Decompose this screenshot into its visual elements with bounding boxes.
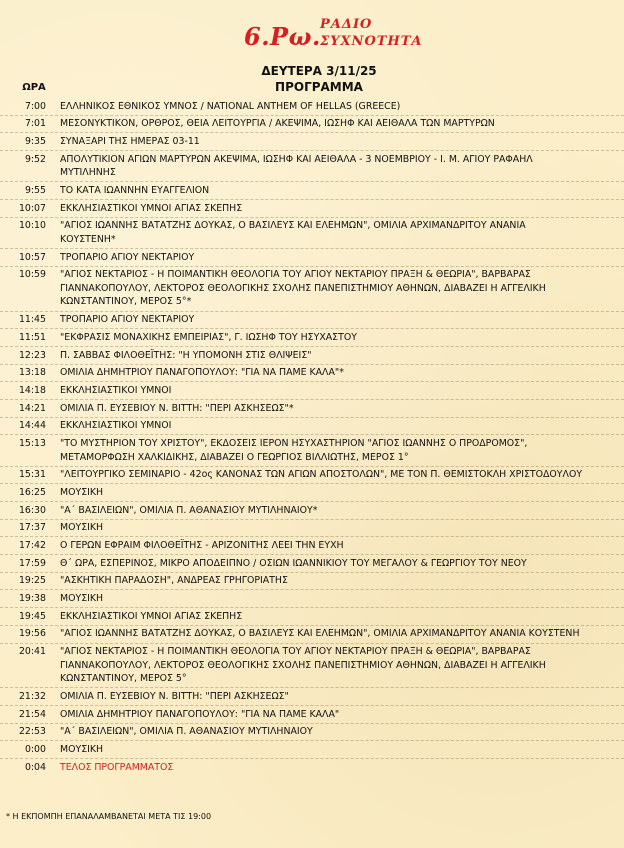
schedule-title: ΜΕΣΟΝΥΚΤΙΚΟΝ, ΟΡΘΡΟΣ, ΘΕΙΑ ΛΕΙΤΟΥΡΓΙΑ / ΑΚΕΨΙΜΑ, ΙΩΣΗΦ ΚΑΙ ΑΕΙΘΑΛΑ ΤΩΝ ΜΑΡΤΥΡΩΝ [60,118,495,130]
schedule-title: ΤΕΛΟΣ ΠΡΟΓΡΑΜΜΑΤΟΣ [60,761,174,773]
schedule-title: Θ΄ ΩΡΑ, ΕΣΠΕΡΙΝΟΣ, ΜΙΚΡΟ ΑΠΟΔΕΙΠΝΟ / ΟΣΙΩΝ ΙΩΑΝΝΙΚΙΟΥ ΤΟΥ ΜΕΓΑΛΟΥ & ΓΕΩΡΓΙΟΥ ΤΟΥ ΝΕΟΥ [60,557,527,569]
radio-name-line1: ΡΑΔΙΟ [320,17,373,32]
schedule-title: ΜΟΥΣΙΚΗ [60,522,104,534]
schedule-row [0,466,624,484]
schedule-time: 13:18 [18,367,46,379]
time-column-header: ΩΡΑ [22,82,46,93]
schedule-title: ΤΡΟΠΑΡΙΟ ΑΓΙΟΥ ΝΕΚΤΑΡΙΟΥ [60,314,195,326]
schedule-title: "ΑΓΙΟΣ ΙΩΑΝΝΗΣ ΒΑΤΑΤΖΗΣ ΔΟΥΚΑΣ, Ο ΒΑΣΙΛΕΥΣ ΚΑΙ ΕΛΕΗΜΩΝ", ΟΜΙΛΙΑ ΑΡΧΙΜΑΝΔΡΙΤΟΥ ΑΝΑΝΙΑ ΚΟΥΣΤΕΝΗ* [60,220,526,245]
schedule-title: ΤΡΟΠΑΡΙΟ ΑΓΙΟΥ ΝΕΚΤΑΡΙΟΥ [60,251,195,263]
schedule-row [0,248,624,266]
radio-name-line2: ΣΥΧΝΟΤΗΤΑ [320,34,423,49]
schedule-time: 16:25 [18,486,46,498]
schedule-title: ΟΜΙΛΙΑ Π. ΕΥΣΕΒΙΟΥ Ν. ΒΙΤΤΗ: "ΠΕΡΙ ΑΣΚΗΣΕΩΣ"* [60,402,294,414]
schedule-time: 10:57 [18,251,46,263]
schedule-title: ΣΥΝΑΞΑΡΙ ΤΗΣ ΗΜΕΡΑΣ 03-11 [60,135,200,147]
schedule-row [0,132,624,150]
schedule-row [0,266,624,311]
schedule-time: 19:25 [18,575,46,587]
schedule-row [0,589,624,607]
schedule-title: "ΑΓΙΟΣ ΝΕΚΤΑΡΙΟΣ - Η ΠΟΙΜΑΝΤΙΚΗ ΘΕΟΛΟΓΙΑ ΤΟΥ ΑΓΙΟΥ ΝΕΚΤΑΡΙΟΥ ΠΡΑΞΗ & ΘΕΩΡΙΑ", ΒΑΡΒΑΡΑΣ ΓΙΑΝΝΑΚΟΠΟΥΛΟΥ, ΛΕΚΤΟΡΟΣ ΘΕΟΛΟΓΙΚΗΣ ΣΧΟΛΗΣ ΠΑΝΕΠΙΣΤΗΜΙΟΥ ΑΘΗΝΩΝ, ΔΙΑΒΑΖΕΙ Η ΑΓΓΕΛΙΚΗ ΚΩΝΣΤΑΝΤΙΝΟΥ, ΜΕΡΟΣ 5°* [60,269,546,308]
schedule-time: 15:13 [18,437,46,449]
schedule-row [0,687,624,705]
footnote: * Η ΕΚΠΟΜΠΗ ΕΠΑΝΑΛΑΜΒΑΝΕΤΑΙ ΜΕΤΑ ΤΙΣ 19:00 [6,812,212,821]
schedule-row [0,740,624,758]
schedule-time: 20:41 [18,646,46,658]
schedule-time: 10:07 [18,202,46,214]
schedule-title: Ο ΓΕΡΩΝ ΕΦΡΑΙΜ ΦΙΛΟΘΕΪΤΗΣ - ΑΡΙΖΟΝΙΤΗΣ ΛΕΕΙ ΤΗΝ ΕΥΧΗ [60,540,344,551]
schedule-time: 14:18 [18,384,46,396]
schedule-row [0,501,624,519]
schedule-title: ΕΚΚΛΗΣΙΑΣΤΙΚΟΙ ΥΜΝΟΙ [60,420,172,432]
schedule-time: 9:55 [24,184,46,196]
schedule-time: 11:45 [18,314,46,326]
schedule-row [0,625,624,643]
schedule-title: "ΑΣΚΗΤΙΚΗ ΠΑΡΑΔΟΣΗ", ΑΝΔΡΕΑΣ ΓΡΗΓΟΡΙΑΤΗΣ [60,575,288,587]
program-title: ΠΡΟΓΡΑΜΜΑ [275,80,363,94]
schedule-row [0,328,624,346]
station-logo: 6.Ρω. [244,22,321,51]
schedule-row [0,217,624,248]
schedule-title: ΜΟΥΣΙΚΗ [60,593,104,605]
schedule-title: ΜΟΥΣΙΚΗ [60,744,104,756]
schedule-time: 7:00 [24,100,46,112]
schedule-title: ΑΠΟΛΥΤΙΚΙΟΝ ΑΓΙΩΝ ΜΑΡΤΥΡΩΝ ΑΚΕΨΙΜΑ, ΙΩΣΗΦ ΚΑΙ ΑΕΙΘΑΛΑ - 3 ΝΟΕΜΒΡΙΟΥ - Ι. Μ. ΑΓΙΟΥ ΡΑΦΑΗΛ ΜΥΤΙΛΗΝΗΣ [60,153,533,179]
schedule-title: "ΛΕΙΤΟΥΡΓΙΚΟ ΣΕΜΙΝΑΡΙΟ - 42ος ΚΑΝΟΝΑΣ ΤΩΝ ΑΓΙΩΝ ΑΠΟΣΤΟΛΩΝ", ΜΕ ΤΟΝ Π. ΘΕΜΙΣΤΟΚΛΗ ΧΡΙΣΤΟΔΟΥΛΟΥ [60,469,583,481]
schedule-time: 12:23 [18,349,46,361]
schedule-time: 7:01 [24,118,46,130]
schedule-row [0,311,624,329]
schedule-title: ΕΚΚΛΗΣΙΑΣΤΙΚΟΙ ΥΜΝΟΙ [60,384,172,396]
schedule-row [0,519,624,537]
schedule-row [0,643,624,688]
schedule-row [0,181,624,199]
schedule-time: 21:54 [18,708,46,720]
schedule-time: 14:21 [18,402,46,414]
schedule-row [0,705,624,723]
schedule-row [0,572,624,590]
schedule-row [0,607,624,625]
schedule-time: 11:51 [18,331,46,343]
schedule-title: ΕΚΚΛΗΣΙΑΣΤΙΚΟΙ ΥΜΝΟΙ ΑΓΙΑΣ ΣΚΕΠΗΣ [60,610,243,622]
schedule-time: 14:44 [18,420,46,432]
schedule-title: "ΑΓΙΟΣ ΙΩΑΝΝΗΣ ΒΑΤΑΤΖΗΣ ΔΟΥΚΑΣ, Ο ΒΑΣΙΛΕΥΣ ΚΑΙ ΕΛΕΗΜΩΝ", ΟΜΙΛΙΑ ΑΡΧΙΜΑΝΔΡΙΤΟΥ ΑΝΑΝΙΑ ΚΟΥΣΤΕΝΗ [60,628,580,640]
schedule-row [0,399,624,417]
schedule-row [0,346,624,364]
schedule-title: "ΕΚΦΡΑΣΙΣ ΜΟΝΑΧΙΚΗΣ ΕΜΠΕΙΡΙΑΣ", Γ. ΙΩΣΗΦ ΤΟΥ ΗΣΥΧΑΣΤΟΥ [60,331,357,343]
schedule-time: 17:59 [18,557,46,569]
schedule-row [0,723,624,741]
schedule-time: 10:59 [18,269,46,281]
schedule-title: ΟΜΙΛΙΑ Π. ΕΥΣΕΒΙΟΥ Ν. ΒΙΤΤΗ: "ΠΕΡΙ ΑΣΚΗΣΕΩΣ" [60,691,289,702]
schedule-row [0,417,624,435]
schedule-row [0,150,624,181]
schedule-row [0,98,624,115]
schedule-title: ΕΚΚΛΗΣΙΑΣΤΙΚΟΙ ΥΜΝΟΙ ΑΓΙΑΣ ΣΚΕΠΗΣ [60,202,243,214]
schedule-time: 15:31 [18,469,46,481]
schedule-title: "Α΄ ΒΑΣΙΛΕΙΩΝ", ΟΜΙΛΙΑ Π. ΑΘΑΝΑΣΙΟΥ ΜΥΤΙΛΗΝΑΙΟΥ* [60,504,318,516]
schedule-time: 9:52 [24,153,46,165]
schedule-row [0,199,624,217]
schedule-time: 16:30 [18,504,46,516]
schedule-title: "Α΄ ΒΑΣΙΛΕΙΩΝ", ΟΜΙΛΙΑ Π. ΑΘΑΝΑΣΙΟΥ ΜΥΤΙΛΗΝΑΙΟΥ [60,726,313,738]
schedule-time: 0:00 [24,744,46,756]
schedule-time: 19:56 [18,628,46,640]
schedule-row [0,483,624,501]
schedule-title: "ΤΟ ΜΥΣΤΗΡΙΟΝ ΤΟΥ ΧΡΙΣΤΟΥ", ΕΚΔΟΣΕΙΣ ΙΕΡΟΝ ΗΣΥΧΑΣΤΗΡΙΟΝ "ΑΓΙΟΣ ΙΩΑΝΝΗΣ Ο ΠΡΟΔΡΟΜΟΣ", ΜΕΤΑΜΟΡΦΩΣΗ ΧΑΛΚΙΔΙΚΗΣ, ΔΙΑΒΑΖΕΙ Ο ΓΕΩΡΓΙΟΣ ΒΙΛΛΙΩΤΗΣ, ΜΕΡΟΣ 1° [60,437,528,463]
schedule-time: 17:37 [18,522,46,534]
program-date: ΔΕΥΤΕΡΑ 3/11/25 [261,64,377,78]
schedule-title: Π. ΣΑΒΒΑΣ ΦΙΛΟΘΕΪΤΗΣ: "Η ΥΠΟΜΟΝΗ ΣΤΙΣ ΘΛΙΨΕΙΣ" [60,349,312,361]
schedule-title: ΤΟ ΚΑΤΑ ΙΩΑΝΝΗΝ ΕΥΑΓΓΕΛΙΟΝ [60,184,210,196]
schedule-time: 17:42 [18,540,46,551]
schedule-time: 0:04 [24,761,46,773]
schedule-row [0,364,624,382]
schedule-row [0,554,624,572]
schedule-row [0,434,624,465]
schedule-time: 9:35 [24,135,46,147]
schedule-title: ΟΜΙΛΙΑ ΔΗΜΗΤΡΙΟΥ ΠΑΝΑΓΟΠΟΥΛΟΥ: "ΓΙΑ ΝΑ ΠΑΜΕ ΚΑΛΑ" [60,708,340,720]
schedule-row [0,758,624,776]
schedule-time: 21:32 [18,691,46,702]
schedule-title: ΟΜΙΛΙΑ ΔΗΜΗΤΡΙΟΥ ΠΑΝΑΓΟΠΟΥΛΟΥ: "ΓΙΑ ΝΑ ΠΑΜΕ ΚΑΛΑ"* [60,367,344,379]
schedule-time: 19:45 [18,610,46,622]
schedule-time: 10:10 [18,220,46,232]
radio-name [320,16,422,50]
schedule-row [0,381,624,399]
schedule-title: ΕΛΛΗΝΙΚΟΣ ΕΘΝΙΚΟΣ ΥΜΝΟΣ / NATIONAL ANTHEM OF HELLAS (GREECE) [60,100,401,112]
schedule-title: ΜΟΥΣΙΚΗ [60,486,104,498]
schedule-list [0,98,624,776]
schedule-time: 19:38 [18,593,46,605]
schedule-title: "ΑΓΙΟΣ ΝΕΚΤΑΡΙΟΣ - Η ΠΟΙΜΑΝΤΙΚΗ ΘΕΟΛΟΓΙΑ ΤΟΥ ΑΓΙΟΥ ΝΕΚΤΑΡΙΟΥ ΠΡΑΞΗ & ΘΕΩΡΙΑ", ΒΑΡΒΑΡΑΣ ΓΙΑΝΝΑΚΟΠΟΥΛΟΥ, ΛΕΚΤΟΡΟΣ ΘΕΟΛΟΓΙΚΗΣ ΣΧΟΛΗΣ ΠΑΝΕΠΙΣΤΗΜΙΟΥ ΑΘΗΝΩΝ, ΔΙΑΒΑΖΕΙ Η ΑΓΓΕΛΙΚΗ ΚΩΝΣΤΑΝΤΙΝΟΥ, ΜΕΡΟΣ 5° [60,646,546,685]
schedule-row [0,536,624,554]
schedule-time: 22:53 [18,726,46,738]
schedule-row [0,115,624,133]
